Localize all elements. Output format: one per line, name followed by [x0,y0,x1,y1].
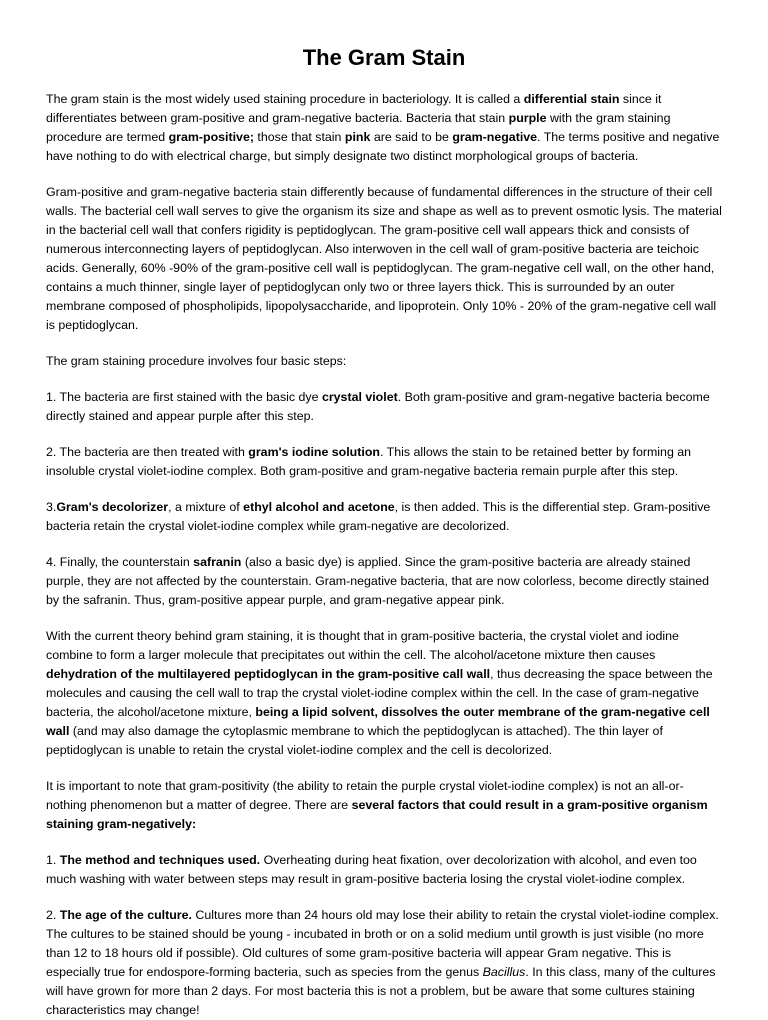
factor-1-paragraph [46,851,722,889]
factor-2-paragraph [46,906,722,1020]
text-run: with the gram staining procedure are termed [46,111,671,144]
step-3-paragraph [46,498,722,536]
bold-term: crystal violet [321,390,398,404]
bold-term: dehydration of the multilayered peptidoglycan in the gram-positive call wall [46,667,491,681]
bold-term: safranin [193,555,242,569]
text-run: 4. Finally, the counterstain [46,555,194,569]
bold-term: gram-positive; [168,130,254,144]
cell-wall-paragraph: Gram-positive and gram-negative bacteria stain differently because of fundamental differences in the structure of their cell walls. The bacterial cell wall serves to give the organism its size and shape as well as to prevent osmotic lysis. The material in the bacterial cell wall that confers rigidity is peptidoglycan. The gram-positive cell wall appears thick and consists of numerous interconnecting layers of peptidoglycan. Also interwoven in the cell wall of gram-positive bacteria are teichoic acids. Generally, 60% -90% of the gram-positive cell wall is peptidoglycan. The gram-negative cell wall, on the other hand, contains a much thinner, single layer of peptidoglycan only two or three layers thick. This is surrounded by an outer membrane composed of phospholipids, lipopolysaccharide, and lipoprotein. Only 10% - 20% of the gram-negative cell wall is peptidoglycan. [46,185,722,332]
text-run: , is then added. This is the differential step. Gram-positive bacteria retain the crystal violet-iodine complex while gram-negative are decolorized. [46,500,711,533]
theory-paragraph [46,627,722,760]
step-2-paragraph [46,443,722,481]
text-run: 2. [46,908,60,922]
text-run: 1. The bacteria are first stained with the basic dye [46,390,322,404]
page-title: The Gram Stain [302,45,466,70]
bold-term: gram-negative [452,130,538,144]
bold-term: The method and techniques used. [59,853,261,867]
text-run: Cultures more than 24 hours old may lose their ability to retain the crystal violet-iodine complex. The cultures to be stained should be young - incubated in broth or on a solid medium until growth is just visible (no more than 12 to 18 hours old if possible). Old cultures of some gram-positive bacteria will appear Gram negative. This is especially true for endospore-forming bacteria, such as species from the genus [46,908,719,979]
text-run: 1. [46,853,60,867]
bold-term: purple [508,111,547,125]
text-run: (and may also damage the cytoplasmic membrane to which the peptidoglycan is attached). The thin layer of peptidoglycan is unable to retain the crystal violet-iodine complex and the cell is decolorized. [46,724,663,757]
bold-term: differential stain [523,92,620,106]
text-run: since it differentiates between gram-positive and gram-negative bacteria. Bacteria that stain [46,92,662,125]
text-run: 3. [46,500,57,514]
bold-term: ethyl alcohol and acetone [243,500,395,514]
text-run: . This allows the stain to be retained better by forming an insoluble crystal violet-iodine complex. Both gram-positive and gram-negative bacteria remain purple after this step. [46,445,692,478]
bold-term: being a lipid solvent, dissolves the outer membrane of the gram-negative cell wall [46,705,710,738]
italic-genus-name: Bacillus [482,965,526,979]
text-run: 2. The bacteria are then treated with [46,445,249,459]
text-run: Overheating during heat fixation, over decolorization with alcohol, and even too much washing with water between steps may result in gram-positive bacteria losing the crystal violet-iodine complex. [46,853,697,886]
text-run: , a mixture of [168,500,244,514]
gram-positivity-paragraph [46,777,722,834]
text-run: . The terms positive and negative have nothing to do with electrical charge, but simply designate two distinct morphological groups of bacteria. [46,130,720,163]
text-run: , thus decreasing the space between the molecules and causing the cell wall to trap the crystal violet-iodine complex within the cell. In the case of gram-negative bacteria, the alcohol/acetone mixture, [46,667,713,719]
step-1-paragraph [46,388,722,426]
text-run: those that stain [253,130,345,144]
step-4-paragraph [46,553,722,610]
text-run: are said to be [370,130,453,144]
text-run: With the current theory behind gram staining, it is thought that in gram-positive bacteria, the crystal violet and iodine combine to form a larger molecule that precipitates out within the cell. The alcohol/acetone mixture then causes [46,629,679,662]
intro-paragraph [46,90,722,166]
bold-term: Gram's decolorizer [56,500,169,514]
text-run: . In this class, many of the cultures will have grown for more than 2 days. For most bacteria this is not a problem, but be aware that some cultures staining characteristics may change! [46,965,716,1017]
bold-term: gram's iodine solution [248,445,380,459]
steps-intro-paragraph: The gram staining procedure involves four basic steps: [46,354,347,368]
text-run: . Both gram-positive and gram-negative bacteria become directly stained and appear purple after this step. [46,390,710,423]
bold-term: pink [344,130,371,144]
text-run: (also a basic dye) is applied. Since the gram-positive bacteria are already stained purple, they are not affected by the counterstain. Gram-negative bacteria, that are now colorless, become directly stained by the safranin. Thus, gram-positive appear purple, and gram-negative appear pink. [46,555,710,607]
bold-term: several factors that could result in a gram-positive organism staining gram-negatively: [46,798,708,831]
text-run: The gram stain is the most widely used staining procedure in bacteriology. It is called a [46,92,524,106]
text-run: It is important to note that gram-positivity (the ability to retain the purple crystal violet-iodine complex) is not an all-or-nothing phenomenon but a matter of degree. There are [46,779,684,812]
bold-term: The age of the culture. [59,908,192,922]
